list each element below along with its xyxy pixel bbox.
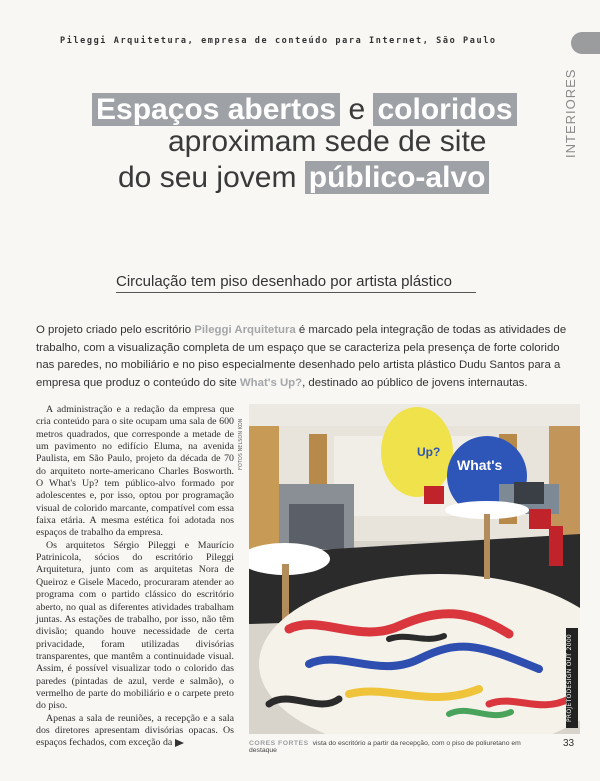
title-line-3: do seu jovem bbox=[118, 161, 297, 194]
lead-text-3: , destinado ao público de jovens internautas. bbox=[302, 376, 528, 389]
body-column bbox=[36, 404, 234, 750]
title-highlight-2: coloridos bbox=[373, 93, 516, 126]
body-paragraph-3 bbox=[36, 713, 234, 750]
title-highlight-3: público-alvo bbox=[305, 161, 490, 194]
body-paragraph-2: Os arquitetos Sérgio Pileggi e Maurício Patrinicola, sócios do escritório Pileggi Arquitetura, junto com as arquitetas Nora de Queiroz e Gisele Macedo, procuraram atender ao programa com o partido clássico do escritório aberto, no qual as diferentes atividades trabalham juntas. As estações de trabalho, por isso, não têm divisão; quando houve necessidade de certa privacidade, foram utilizadas divisórias transparentes, que mantêm a continuidade visual. Assim, é possível visualizar todo o colorido das paredes (pintadas de azul, verde e salmão), o vermelho de parte do mobiliário e o carpete preto do piso. bbox=[36, 539, 234, 712]
body-paragraph-1: A administração e a redação da empresa que cria conteúdo para o site ocupam uma sala de 600 metros quadrados, que corresponde a metade de um pavimento no edifício Eluma, na avenida Paulista, em São Paulo, projeto da década de 70 do arquiteto norte-americano Charles Bosworth. O What's Up? tem público-alvo formado por adolescentes e, por isso, optou por programação visual de colorido marcante, compatível com essa faixa etária. A mesma estética foi adotada nos espaços de trabalho da empresa. bbox=[36, 404, 234, 539]
sign-text: What's bbox=[457, 457, 503, 473]
section-label: INTERIORES bbox=[563, 68, 578, 158]
photo-caption bbox=[249, 740, 549, 754]
body-paragraph-3-text: Apenas a sala de reuniões, a recepção e a sala dos diretores apresentam divisórias opacas. Os espaços fechados, com exceção da bbox=[36, 712, 234, 749]
magazine-stamp: PROJETODESIGN OUT 2000 bbox=[566, 628, 578, 728]
office-illustration bbox=[249, 404, 580, 734]
running-head: Pileggi Arquitetura, empresa de conteúdo para Internet, São Paulo bbox=[60, 36, 497, 46]
sign-text-2: Up? bbox=[417, 445, 441, 459]
photo-credit: FOTOS NELSON KON bbox=[238, 418, 244, 470]
page-tab-marker bbox=[571, 32, 600, 54]
title-conjunction: e bbox=[348, 93, 366, 126]
article-subtitle: Circulação tem piso desenhado por artista plástico bbox=[116, 273, 476, 293]
caption-text: vista do escritório a partir da recepção, com o piso de poliuretano em destaque bbox=[249, 740, 521, 754]
title-highlight-1: Espaços abertos bbox=[92, 93, 340, 126]
caption-label: CORES FORTES bbox=[249, 740, 309, 747]
lead-paragraph bbox=[36, 322, 576, 392]
page-number: 33 bbox=[563, 738, 575, 749]
lead-text-1: O projeto criado pelo escritório bbox=[36, 324, 195, 336]
site-name: What's Up? bbox=[239, 376, 303, 389]
title-line-2: aproximam sede de site bbox=[168, 125, 487, 158]
office-photo bbox=[249, 404, 580, 734]
continue-arrow-icon bbox=[175, 739, 184, 747]
lead-text-2: é marcado pela integração de todas as atividades de trabalho, com a visualização completa de um espaço que se caracteriza pela presença de forte colorido nas paredes, no mobiliário e no piso especialmente desenhado pelo artista plástico Dudu Santos para a empresa que produz o conteúdo do site bbox=[36, 324, 567, 389]
firm-name: Pileggi Arquitetura bbox=[194, 324, 296, 336]
